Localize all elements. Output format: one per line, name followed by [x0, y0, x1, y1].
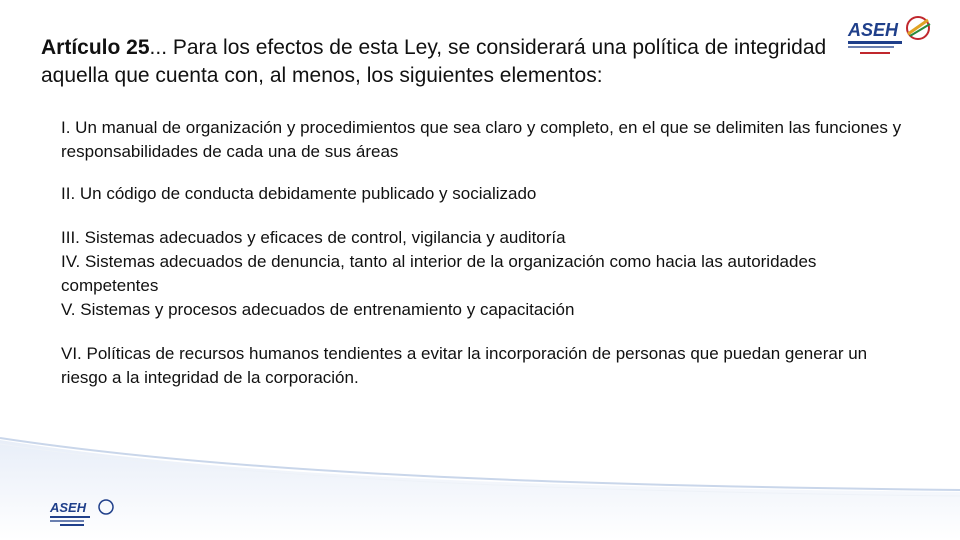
list-item: III. Sistemas adecuados y eficaces de control, vigilancia y auditoría — [61, 228, 566, 247]
elements-list — [61, 116, 921, 390]
list-item: VI. Políticas de recursos humanos tendientes a evitar la incorporación de personas que puedan generar un riesgo a la integridad de la corporación. — [61, 344, 868, 387]
footer-wave-band — [0, 420, 960, 540]
aseh-logo-top — [842, 14, 938, 62]
list-item: I. Un manual de organización y procedimientos que sea claro y completo, en el que se delimiten las funciones y responsabilidades de cada una de sus áreas — [61, 118, 902, 161]
article-heading — [41, 34, 831, 90]
svg-text:ASEH: ASEH — [50, 500, 87, 515]
list-item: V. Sistemas y procesos adecuados de entrenamiento y capacitación — [61, 300, 575, 319]
list-item: II. Un código de conducta debidamente publicado y socializado — [61, 184, 537, 203]
aseh-logo-bottom — [48, 498, 124, 528]
list-item: IV. Sistemas adecuados de denuncia, tanto al interior de la organización como hacia las autoridades competentes — [61, 252, 817, 295]
aseh-logo-small-icon — [48, 498, 124, 528]
aseh-logo-icon — [842, 14, 938, 62]
article-label: Artículo 25 — [41, 36, 150, 59]
article-intro: ... Para los efectos de esta Ley, se considerará una política de integridad aquella que cuenta con, al menos, los siguientes elementos: — [41, 36, 827, 87]
svg-text:ASEH: ASEH — [848, 20, 899, 40]
